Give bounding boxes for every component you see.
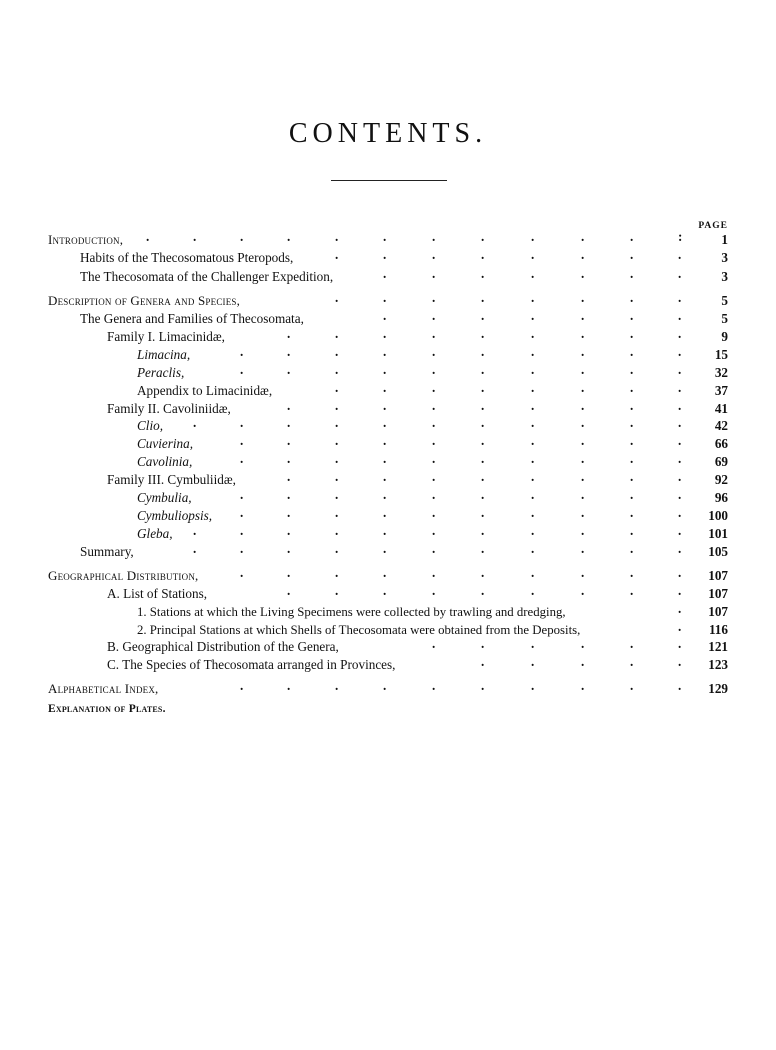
leader-dots: . . . . . . . . xyxy=(335,380,682,395)
leader-dots: . xyxy=(678,601,682,616)
leader-dots: . . . . . . . . . . xyxy=(240,505,682,520)
leader-dots: . . . . . . . . . . xyxy=(240,487,682,502)
toc-entry-page: 5 xyxy=(721,311,728,326)
toc-entry-label: 1. Stations at which the Living Specimens were collected by trawling and dredging, xyxy=(137,605,566,619)
leader-dots: . . . . . . . xyxy=(383,266,682,281)
toc-entry-label: The Genera and Families of Thecosomata, xyxy=(80,311,304,326)
leader-dots: . . . . . . . . . . . : xyxy=(146,229,683,244)
toc-entry-label: Family I. Limacinidæ, xyxy=(107,329,225,344)
toc-entry-label: A. List of Stations, xyxy=(107,586,208,601)
toc-entry-page: 9 xyxy=(721,329,728,344)
toc-entry-label: Cuvierina, xyxy=(137,436,194,451)
toc-entry-label: Cymbulia, xyxy=(137,490,192,505)
leader-dots: . . . . . . . . xyxy=(335,290,682,305)
toc-entry-label: The Thecosomata of the Challenger Expedition, xyxy=(80,269,334,284)
toc-entry-label: Appendix to Limacinidæ, xyxy=(137,383,273,398)
toc-entry-label: 2. Principal Stations at which Shells of Thecosomata were obtained from the Deposits, xyxy=(137,623,581,637)
leader-dots: . . . . . . . . . xyxy=(287,326,682,341)
toc-entry-label: Habits of the Thecosomatous Pteropods, xyxy=(80,250,294,265)
toc-entry-species-provinces[interactable] xyxy=(0,655,776,675)
toc-entry-page: 69 xyxy=(714,454,728,469)
toc-entry-page: 15 xyxy=(714,347,728,362)
toc-entry-label: Geographical Distribution, xyxy=(48,568,199,583)
toc-entry-explanation-plates[interactable] xyxy=(0,699,776,719)
toc-entry-page: 3 xyxy=(721,250,728,265)
toc-entry-label: Explanation of Plates. xyxy=(48,703,166,715)
toc-entry-page: 96 xyxy=(714,490,728,505)
toc-entry-label: Description of Genera and Species, xyxy=(48,293,241,308)
toc-entry-label: C. The Species of Thecosomata arranged in Provinces, xyxy=(107,657,396,672)
leader-dots: . . . . . xyxy=(481,654,682,669)
leader-dots: . . . . . . . . . . xyxy=(240,344,682,359)
leader-dots: . . . . . . xyxy=(432,636,682,651)
page-title: CONTENTS. xyxy=(288,118,488,149)
toc-entry-page: 123 xyxy=(708,657,728,672)
leader-dots: . . . . . . . . . . . xyxy=(193,415,682,430)
toc-entry-page: 107 xyxy=(708,568,728,583)
toc-entry-summary[interactable] xyxy=(0,542,776,562)
toc-entry-label: Cymbuliopsis, xyxy=(137,508,213,523)
toc-entry-label: Alphabetical Index, xyxy=(48,681,159,696)
toc-entry-page: 41 xyxy=(714,401,728,416)
toc-entry-page: 37 xyxy=(714,383,728,398)
toc-entry-page: 32 xyxy=(714,365,728,380)
toc-entry-page: 107 xyxy=(708,604,728,619)
toc-entry-page: 42 xyxy=(714,418,728,433)
toc-entry-page: 3 xyxy=(721,269,728,284)
toc-entry-page: 121 xyxy=(708,639,728,654)
toc-entry-page: 116 xyxy=(708,622,728,637)
leader-dots: . . . . . . . . . . xyxy=(240,362,682,377)
toc-entry-label: Clio, xyxy=(137,418,164,433)
leader-dots: . . . . . . . . . . xyxy=(240,565,682,580)
toc-entry-alphabetical-index[interactable] xyxy=(0,679,776,699)
toc-entry-page: 105 xyxy=(708,544,728,559)
toc-entry-label: Family II. Cavoliniidæ, xyxy=(107,401,231,416)
toc-entry-label: Peraclis, xyxy=(137,365,185,380)
toc-entry-label: Summary, xyxy=(80,544,134,559)
toc-entry-page: 101 xyxy=(708,526,728,541)
leader-dots: . . . . . . . xyxy=(383,308,682,323)
toc-entry-label: Family III. Cymbuliidæ, xyxy=(107,472,236,487)
leader-dots: . . . . . . . . xyxy=(335,247,682,262)
leader-dots: . . . . . . . . . . xyxy=(240,678,682,693)
leader-dots: . . . . . . . . . xyxy=(287,398,682,413)
leader-dots: . . . . . . . . . . . xyxy=(193,523,682,538)
toc-entry-challenger-expedition[interactable] xyxy=(0,267,776,287)
toc-entry-page: 100 xyxy=(708,508,728,523)
toc-entry-page: 5 xyxy=(721,293,728,308)
toc-entry-label: Gleba, xyxy=(137,526,173,541)
toc-entry-label: Limacina, xyxy=(137,347,191,362)
page-column-header: PAGE xyxy=(698,221,728,231)
toc-entry-label: Introduction, xyxy=(48,232,124,247)
leader-dots: . . . . . . . . . . xyxy=(240,451,682,466)
toc-entry-page: 92 xyxy=(714,472,728,487)
toc-entry-page: 107 xyxy=(708,586,728,601)
leader-dots: . . . . . . . . . xyxy=(287,583,682,598)
leader-dots: . . . . . . . . . . xyxy=(240,433,682,448)
toc-entry-page: 129 xyxy=(708,681,728,696)
leader-dots: . xyxy=(678,619,682,634)
toc-entry-page: 1 xyxy=(721,232,728,247)
leader-dots: . . . . . . . . . . . xyxy=(193,541,682,556)
toc-entry-label: Cavolinia, xyxy=(137,454,193,469)
leader-dots: . . . . . . . . . xyxy=(287,469,682,484)
toc-entry-label: B. Geographical Distribution of the Genera, xyxy=(107,639,339,654)
toc-entry-page: 66 xyxy=(714,436,728,451)
